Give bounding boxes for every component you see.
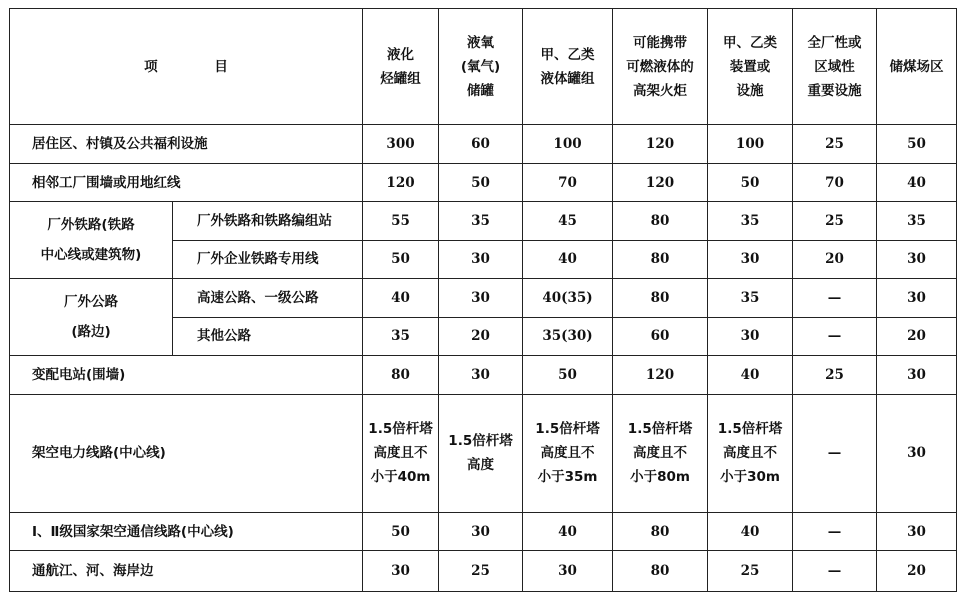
header-item: 项 目 bbox=[10, 9, 363, 125]
cell: 30 bbox=[523, 551, 613, 592]
cell: 100 bbox=[523, 125, 613, 163]
cell: 40 bbox=[363, 279, 439, 317]
cell: 25 bbox=[793, 202, 877, 240]
cell: 50 bbox=[439, 163, 523, 201]
cell: 120 bbox=[363, 163, 439, 201]
cell: 40(35) bbox=[523, 279, 613, 317]
header-c2: 液氧 (氧气) 储罐 bbox=[439, 9, 523, 125]
cell: — bbox=[793, 512, 877, 550]
cell: 35 bbox=[363, 317, 439, 355]
cell: 30 bbox=[877, 512, 957, 550]
cell: — bbox=[793, 551, 877, 592]
row-label: Ⅰ、Ⅱ级国家架空通信线路(中心线) bbox=[10, 512, 363, 550]
cell: 25 bbox=[793, 125, 877, 163]
cell: 50 bbox=[363, 240, 439, 278]
cell: — bbox=[793, 279, 877, 317]
cell: 80 bbox=[613, 279, 708, 317]
cell: 60 bbox=[439, 125, 523, 163]
table-row bbox=[10, 202, 957, 240]
cell: 35 bbox=[708, 279, 793, 317]
cell: 45 bbox=[523, 202, 613, 240]
row-label: 通航江、河、海岸边 bbox=[10, 551, 363, 592]
cell: 1.5倍杆塔 高度 bbox=[439, 394, 523, 512]
cell: — bbox=[793, 394, 877, 512]
cell: 70 bbox=[523, 163, 613, 201]
cell: 25 bbox=[708, 551, 793, 592]
cell: 35 bbox=[877, 202, 957, 240]
row-label: 厂外铁路和铁路编组站 bbox=[173, 202, 363, 240]
distance-table bbox=[9, 8, 957, 592]
cell: 35 bbox=[439, 202, 523, 240]
cell: 50 bbox=[708, 163, 793, 201]
cell: 30 bbox=[877, 240, 957, 278]
cell: 40 bbox=[523, 512, 613, 550]
cell: 25 bbox=[793, 356, 877, 394]
cell: 50 bbox=[523, 356, 613, 394]
cell: 20 bbox=[439, 317, 523, 355]
table-row bbox=[10, 356, 957, 394]
cell: 20 bbox=[877, 317, 957, 355]
cell: 40 bbox=[523, 240, 613, 278]
cell: 70 bbox=[793, 163, 877, 201]
cell: 120 bbox=[613, 125, 708, 163]
header-c1: 液化 烃罐组 bbox=[363, 9, 439, 125]
cell: 30 bbox=[439, 512, 523, 550]
cell: 50 bbox=[363, 512, 439, 550]
table-row bbox=[10, 163, 957, 201]
table-row bbox=[10, 279, 957, 317]
cell: 35 bbox=[708, 202, 793, 240]
cell: 50 bbox=[877, 125, 957, 163]
cell: 20 bbox=[793, 240, 877, 278]
cell: 120 bbox=[613, 356, 708, 394]
cell: 35(30) bbox=[523, 317, 613, 355]
cell: 30 bbox=[439, 240, 523, 278]
cell: 1.5倍杆塔 高度且不 小于35m bbox=[523, 394, 613, 512]
cell: 55 bbox=[363, 202, 439, 240]
cell: 1.5倍杆塔 高度且不 小于40m bbox=[363, 394, 439, 512]
group-label-railway: 厂外铁路(铁路 中心线或建筑物) bbox=[10, 202, 173, 279]
cell: 20 bbox=[877, 551, 957, 592]
header-c5: 甲、乙类 装置或 设施 bbox=[708, 9, 793, 125]
table-row bbox=[10, 512, 957, 550]
cell: 80 bbox=[613, 240, 708, 278]
cell: 30 bbox=[877, 356, 957, 394]
cell: 100 bbox=[708, 125, 793, 163]
cell: 30 bbox=[439, 356, 523, 394]
cell: — bbox=[793, 317, 877, 355]
cell: 80 bbox=[613, 512, 708, 550]
cell: 30 bbox=[877, 394, 957, 512]
cell: 25 bbox=[439, 551, 523, 592]
row-label: 架空电力线路(中心线) bbox=[10, 394, 363, 512]
row-label: 居住区、村镇及公共福利设施 bbox=[10, 125, 363, 163]
cell: 30 bbox=[363, 551, 439, 592]
cell: 40 bbox=[708, 512, 793, 550]
cell: 30 bbox=[708, 240, 793, 278]
header-c6: 全厂性或 区域性 重要设施 bbox=[793, 9, 877, 125]
header-c3: 甲、乙类 液体罐组 bbox=[523, 9, 613, 125]
header-c7: 储煤场区 bbox=[877, 9, 957, 125]
row-label: 变配电站(围墙) bbox=[10, 356, 363, 394]
cell: 40 bbox=[877, 163, 957, 201]
table-row bbox=[10, 125, 957, 163]
cell: 60 bbox=[613, 317, 708, 355]
row-label: 相邻工厂围墙或用地红线 bbox=[10, 163, 363, 201]
cell: 80 bbox=[613, 551, 708, 592]
row-label: 高速公路、一级公路 bbox=[173, 279, 363, 317]
row-label: 厂外企业铁路专用线 bbox=[173, 240, 363, 278]
cell: 1.5倍杆塔 高度且不 小于30m bbox=[708, 394, 793, 512]
cell: 300 bbox=[363, 125, 439, 163]
cell: 30 bbox=[708, 317, 793, 355]
cell: 30 bbox=[877, 279, 957, 317]
cell: 80 bbox=[363, 356, 439, 394]
header-row bbox=[10, 9, 957, 125]
cell: 40 bbox=[708, 356, 793, 394]
cell: 80 bbox=[613, 202, 708, 240]
table-row bbox=[10, 394, 957, 512]
cell: 1.5倍杆塔 高度且不 小于80m bbox=[613, 394, 708, 512]
cell: 30 bbox=[439, 279, 523, 317]
cell: 120 bbox=[613, 163, 708, 201]
group-label-highway: 厂外公路 (路边) bbox=[10, 279, 173, 356]
table-row bbox=[10, 551, 957, 592]
row-label: 其他公路 bbox=[173, 317, 363, 355]
header-c4: 可能携带 可燃液体的 高架火炬 bbox=[613, 9, 708, 125]
